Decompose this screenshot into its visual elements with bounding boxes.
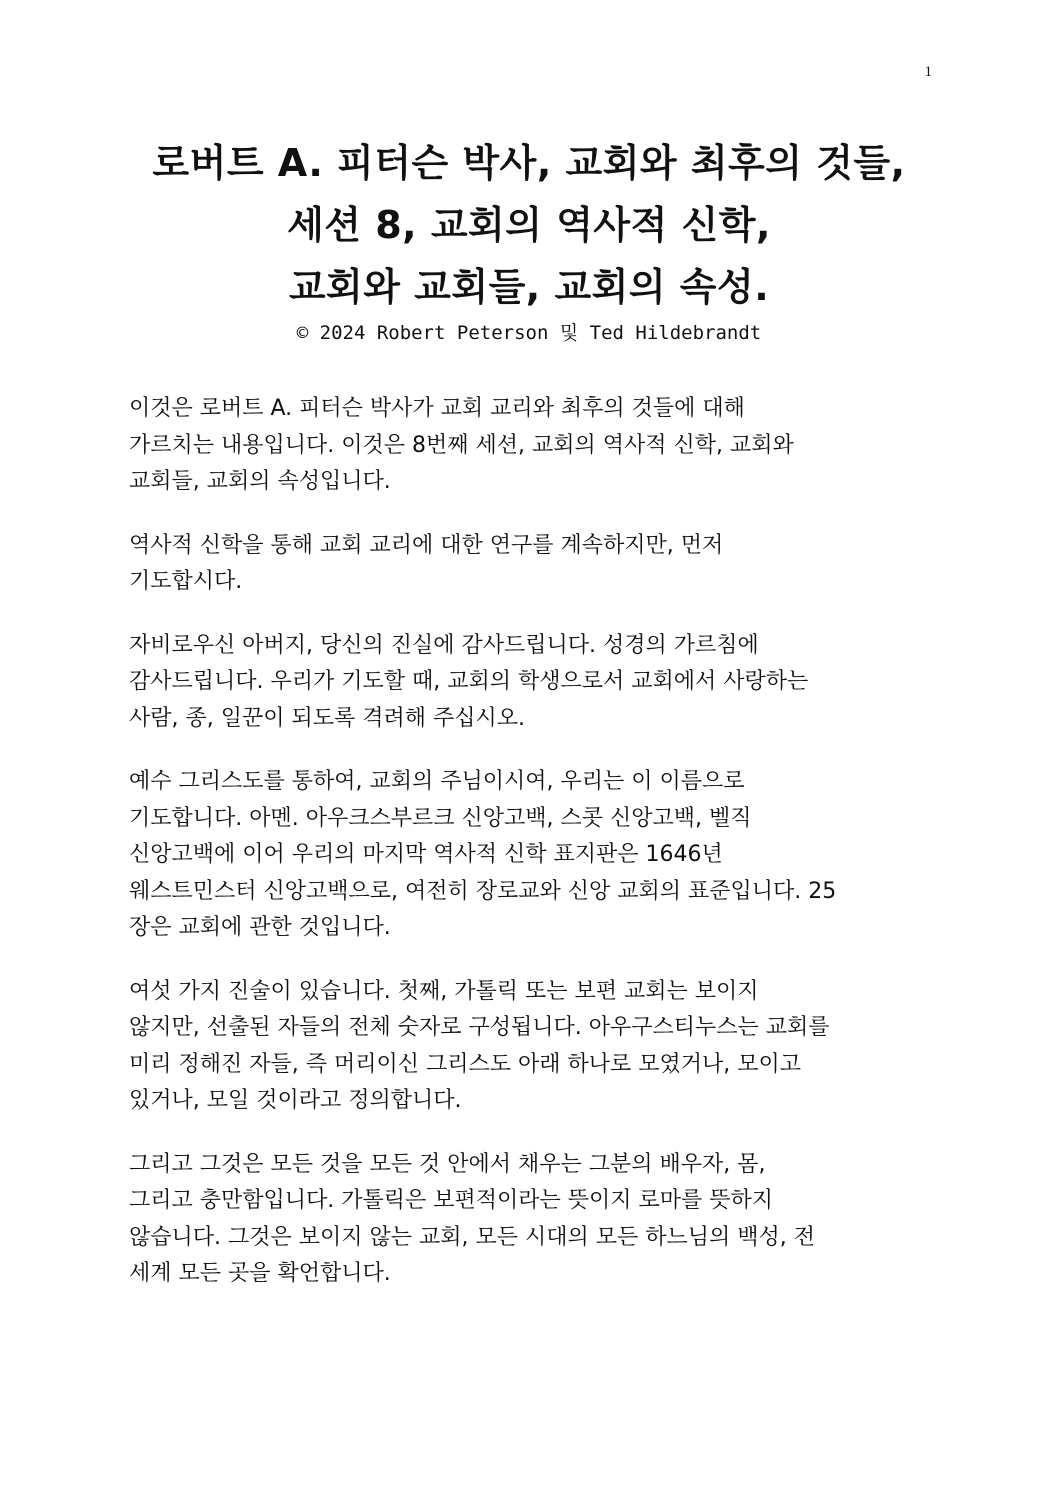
body-text — [129, 391, 929, 1320]
text-line: 그리고 그것은 모든 것을 모든 것 안에서 채우는 그분의 배우자, 몸, — [129, 1151, 766, 1177]
title-line-1: 로버트 A. 피터슨 박사, 교회와 최후의 것들, — [152, 141, 906, 185]
text-line: 기도합니다. 아멘. 아우크스부르크 신앙고백, 스콧 신앙고백, 벨직 — [129, 805, 752, 831]
text-line: 여섯 가지 진술이 있습니다. 첫째, 가톨릭 또는 보편 교회는 보이지 — [129, 978, 759, 1004]
text-line: 웨스트민스터 신앙고백으로, 여전히 장로교와 신앙 교회의 표준입니다. 25 — [129, 878, 837, 904]
paragraph-3 — [129, 628, 929, 738]
title-block — [90, 132, 968, 346]
text-line: 자비로우신 아버지, 당신의 진실에 감사드립니다. 성경의 가르침에 — [129, 632, 759, 658]
title-line-2: 세션 8, 교회의 역사적 신학, — [287, 203, 771, 247]
text-line: 사람, 종, 일꾼이 되도록 격려해 주십시오. — [129, 705, 525, 731]
text-line: 교회들, 교회의 속성입니다. — [129, 469, 391, 494]
text-line: 기도합시다. — [129, 569, 243, 594]
text-line: 감사드립니다. 우리가 기도할 때, 교회의 학생으로서 교회에서 사랑하는 — [129, 669, 809, 694]
paragraph-1 — [129, 391, 929, 501]
paragraph-4 — [129, 764, 929, 947]
text-line: 가르치는 내용입니다. 이것은 8번째 세션, 교회의 역사적 신학, 교회와 — [129, 432, 794, 458]
text-line: 신앙고백에 이어 우리의 마지막 역사적 신학 표지판은 1646년 — [129, 842, 723, 867]
title-line-3: 교회와 교회들, 교회의 속성. — [288, 265, 770, 309]
paragraph-2 — [129, 528, 929, 601]
paragraph-6 — [129, 1147, 929, 1293]
text-line: 장은 교회에 관한 것입니다. — [129, 915, 391, 940]
page-number: 1 — [924, 64, 932, 80]
copyright-line: © 2024 Robert Peterson 및 Ted Hildebrandt — [296, 322, 762, 344]
text-line: 예수 그리스도를 통하여, 교회의 주님이시여, 우리는 이 이름으로 — [129, 769, 745, 794]
paragraph-5 — [129, 974, 929, 1120]
text-line: 이것은 로버트 A. 피터슨 박사가 교회 교리와 최후의 것들에 대해 — [129, 396, 745, 421]
text-line: 미리 정해진 자들, 즉 머리이신 그리스도 아래 하나로 모였거나, 모이고 — [129, 1051, 801, 1077]
text-line: 않습니다. 그것은 보이지 않는 교회, 모든 시대의 모든 하느님의 백성, 전 — [129, 1224, 815, 1250]
text-line: 세계 모든 곳을 확언합니다. — [129, 1261, 391, 1286]
text-line: 않지만, 선출된 자들의 전체 숫자로 구성됩니다. 아우구스티누스는 교회를 — [129, 1015, 830, 1040]
text-line: 역사적 신학을 통해 교회 교리에 대한 연구를 계속하지만, 먼저 — [129, 532, 724, 558]
text-line: 있거나, 모일 것이라고 정의합니다. — [129, 1088, 462, 1113]
text-line: 그리고 충만함입니다. 가톨릭은 보편적이라는 뜻이지 로마를 뜻하지 — [129, 1188, 774, 1213]
